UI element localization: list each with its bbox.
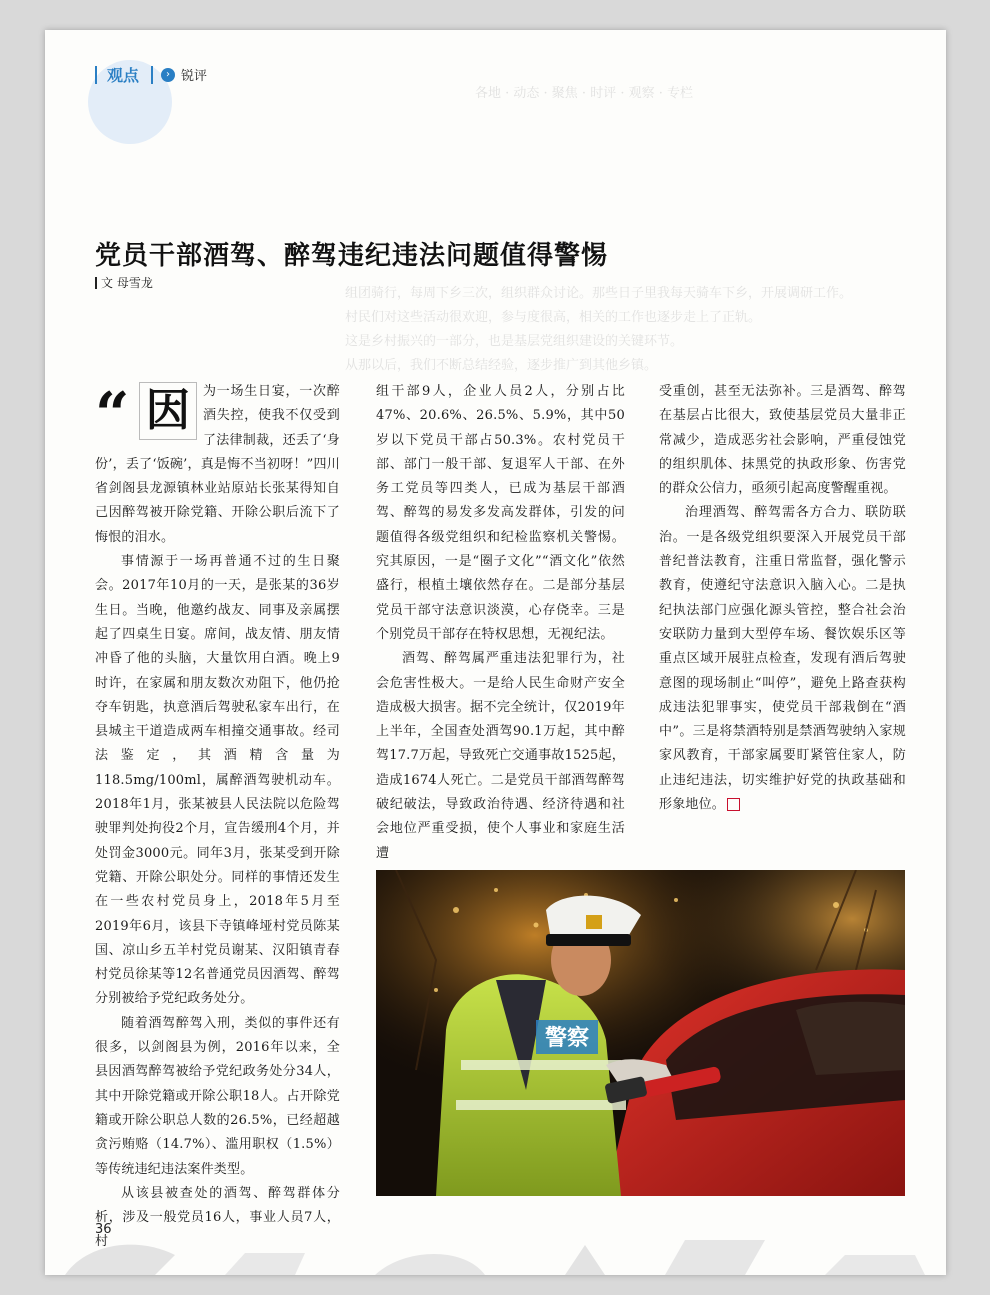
open-quote-mark: “ [95, 380, 130, 450]
paragraph-1 [51, 380, 340, 550]
author-name: 文 母雪龙 [101, 276, 153, 290]
column-3 [659, 380, 906, 817]
chevron-right-icon: › [161, 68, 175, 82]
vest-label: 警察 [544, 1026, 590, 1051]
show-through-text: 组团骑行，每周下乡三次，组织群众讨论。那些日子里我每天骑车下乡，开展调研工作。 村民们对这些活动很欢迎，参与度很高，相关的工作也逐步走上了正轨。 这是乡村振兴的一部分，也是基层党组织建设的关键环节。 从那以后，我们不断总结经验，逐步推广到其他乡镇。 [345, 286, 853, 373]
police-checkpoint-illustration [376, 870, 905, 1196]
paragraph-6: 酒驾、醉驾属严重违法犯罪行为，社会危害性极大。一是给人民生命财产安全造成极大损害。据不完全统计，仅2019年上半年，全国查处酒驾90.1万起，其中醉驾17.7万起，导致死亡交通事故1525起，造成1674人死亡。二是党员干部酒驾醉驾破纪破法，导致政治待遇、经济待遇和社会地位严重受损，使个人事业和家庭生活遭 [376, 651, 625, 861]
section-label: 观点 [107, 66, 140, 85]
page-number: 36 [95, 1222, 112, 1237]
column-2 [376, 380, 625, 866]
article-title: 党员干部酒驾、醉驾违纪违法问题值得警惕 [95, 241, 609, 271]
paragraph-text: 为一场生日宴，一次醉酒失控，使我不仅受到了法律制裁，还丢了‘身份’，丢了‘饭碗’，真是悔不当初呀！”四川省剑阁县龙源镇林业站原站长张某得知自己因醉驾被开除党籍、开除公职后流下了悔恨的泪水。 [95, 384, 340, 545]
paragraph-3: 随着酒驾醉驾入刑，类似的事件还有很多，以剑阁县为例，2016年以来，全县因酒驾醉驾被给予党纪政务处分34人，其中开除党籍或开除公职18人。占开除党籍或开除公职总人数的26.5%，已经超越贪污贿赂（14.7%）、滥用职权（1.5%）等传统违纪违法案件类型。 [95, 1015, 340, 1177]
paragraph-2: 事情源于一场再普通不过的生日聚会。2017年10月的一天，是张某的36岁生日。当晚，他邀约战友、同事及亲属摆起了四桌生日宴。席间，战友情、朋友情冲昏了他的头脑，大量饮用白酒。晚上9时许，在家属和朋友数次劝阻下，他仍抢夺车钥匙，执意酒后驾驶私家车出行，在县城主干道造成两车相撞交通事故。经司法鉴定，其酒精含量为118.5mg/100ml，属醉酒驾驶机动车。2018年1月，张某被县人民法院以危险驾驶罪判处拘役2个月，宣告缓刑4个月，并处罚金3000元。同年3月，张某受到开除党籍、开除公职处分。同样的事情还发生在一些农村党员身上，2018年5月至2019年6月，该县下寺镇峰垭村党员陈某国、凉山乡五羊村党员谢某、汉阳镇青春村党员徐某等12名普通党员因酒驾、醉驾分别被给予党纪政务处分。 [95, 554, 340, 1007]
magazine-page [45, 30, 946, 1275]
column-1 [95, 380, 340, 1255]
end-of-article-mark [727, 798, 740, 811]
paragraph-5: 组干部9人，企业人员2人，分别占比47%、20.6%、26.5%、5.9%，其中50岁以下党员干部占50.3%。农村党员干部、部门一般干部、复退军人干部、在外务工党员等四类人，已成为基层干部酒驾、醉驾的易发多发高发群体，引发的问题值得各级党组织和纪检监察机关警惕。究其原因，一是“圈子文化”“酒文化”依然盛行，根植土壤依然存在。二是部分基层党员干部守法意识淡漠，心存侥幸。三是个别党员干部存在特权思想，无视纪法。 [376, 384, 625, 642]
header-divider [95, 66, 97, 84]
paragraph-7: 受重创，甚至无法弥补。三是酒驾、醉驾在基层占比很大，致使基层党员大量非正常减少，造成恶劣社会影响，严重侵蚀党的组织肌体、抹黑党的执政形象、伤害党的群众公信力，亟须引起高度警醒重视。 [659, 384, 906, 497]
decorative-bottom-watermark [45, 1225, 946, 1275]
subsection-label: 锐评 [181, 69, 208, 84]
header-divider [151, 66, 153, 84]
drop-cap: 因 [139, 382, 197, 440]
author-divider [95, 277, 97, 289]
paragraph-4: 从该县被查处的酒驾、醉驾群体分析，涉及一般党员16人，事业人员7人，村 [95, 1185, 340, 1250]
article-photo [376, 870, 905, 1196]
paragraph-text: 治理酒驾、醉驾需各方合力、联防联治。一是各级党组织要深入开展党员干部普纪普法教育，注重日常监督，强化警示教育，使遵纪守法意识入脑入心。二是执纪执法部门应强化源头管控，整合社会治安联防力量到大型停车场、餐饮娱乐区等重点区域开展驻点检查，发现有酒后驾驶意图的现场制止“叫停”，避免上路查获构成违法犯罪事实，使党员干部栽倒在“酒中”。三是将禁酒特别是禁酒驾驶纳入家规家风教育，干部家属要盯紧管住家人，防止违纪违法，切实维护好党的执政基础和形象地位。 [659, 505, 906, 813]
show-through-text: 各地 · 动态 · 聚焦 · 时评 · 观察 · 专栏 [475, 86, 693, 101]
author-line [95, 274, 153, 291]
paragraph-8 [659, 501, 906, 817]
section-header [95, 63, 207, 86]
